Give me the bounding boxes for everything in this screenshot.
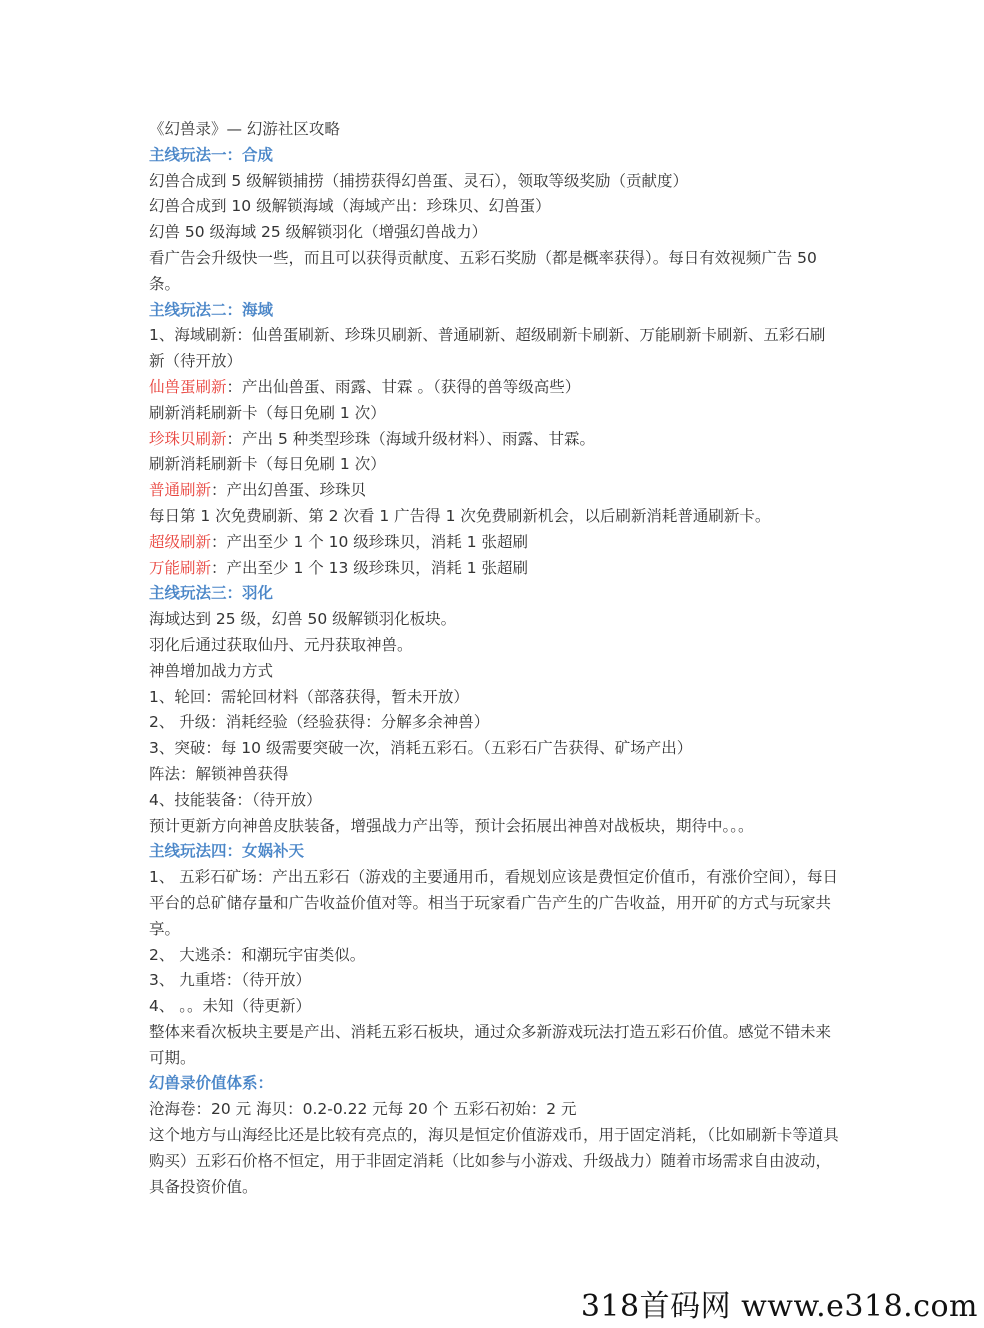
paragraph: 沧海卷：20 元 海贝：0.2-0.22 元每 20 个 五彩石初始：2 元 xyxy=(149,1100,577,1119)
refresh-label: 仙兽蛋刷新 xyxy=(149,377,227,396)
refresh-text: ：产出至少 1 个 10 级珍珠贝，消耗 1 张超刷 xyxy=(211,532,529,551)
refresh-text: 刷新消耗刷新卡（每日免刷 1 次） xyxy=(149,403,386,422)
section-heading-nuwa: 主线玩法四：女娲补天 xyxy=(149,842,305,861)
paragraph: 1、 五彩石矿场：产出五彩石（游戏的主要通用币，看规划应该是费恒定价值币，有涨价空间），每日平台的总矿储存量和广告收益价值对等。相当于玩家看广告产生的广告收益，用开矿的方式与玩家共享。 xyxy=(149,868,839,938)
section-heading-feather: 主线玩法三：羽化 xyxy=(149,584,274,603)
refresh-label: 超级刷新 xyxy=(149,532,212,551)
paragraph: 阵法：解锁神兽获得 xyxy=(149,764,289,783)
refresh-item xyxy=(149,452,839,478)
paragraph: 神兽增加战力方式 xyxy=(149,661,274,680)
paragraph: 看广告会升级快一些，而且可以获得贡献度、五彩石奖励（都是概率获得）。每日有效视频广告 50 条。 xyxy=(149,248,822,293)
section-heading-synthesis: 主线玩法一：合成 xyxy=(149,145,274,164)
refresh-label: 普通刷新 xyxy=(149,481,212,500)
paragraph: 幻兽 50 级海域 25 级解锁羽化（增强幻兽战力） xyxy=(149,223,488,242)
document-body xyxy=(149,117,839,1200)
refresh-text: ：产出仙兽蛋、雨露、甘霖 。（获得的兽等级高些） xyxy=(226,377,581,396)
paragraph: 海域达到 25 级，幻兽 50 级解锁羽化板块。 xyxy=(149,610,457,629)
refresh-label: 珍珠贝刷新 xyxy=(149,429,227,448)
site-watermark: 318首码网 www.e318.com xyxy=(580,1289,978,1324)
refresh-label: 万能刷新 xyxy=(149,558,212,577)
paragraph: 预计更新方向神兽皮肤装备，增强战力产出等，预计会拓展出神兽对战板块，期待中。。。 xyxy=(149,816,754,835)
paragraph: 1、海域刷新：仙兽蛋刷新、珍珠贝刷新、普通刷新、超级刷新卡刷新、万能刷新卡刷新、五彩石刷新（待开放） xyxy=(149,326,826,371)
refresh-item xyxy=(149,504,839,530)
refresh-text: 刷新消耗刷新卡（每日免刷 1 次） xyxy=(149,455,386,474)
refresh-item xyxy=(149,530,839,556)
refresh-item xyxy=(149,427,839,453)
paragraph: 这个地方与山海经比还是比较有亮点的，海贝是恒定价值游戏币，用于固定消耗，（比如刷新卡等道具购买）五彩石价格不恒定，用于非固定消耗（比如参与小游戏、升级战力）随着市场需求自由波动，具备投资价值。 xyxy=(149,1126,839,1196)
paragraph: 整体来看次板块主要是产出、消耗五彩石板块，通过众多新游戏玩法打造五彩石价值。感觉不错未来可期。 xyxy=(149,1022,832,1067)
paragraph: 2、 大逃杀：和潮玩宇宙类似。 xyxy=(149,945,366,964)
refresh-item xyxy=(149,556,839,582)
refresh-item xyxy=(149,375,839,401)
paragraph: 幻兽合成到 5 级解锁捕捞（捕捞获得幻兽蛋、灵石），领取等级奖励（贡献度） xyxy=(149,171,688,190)
document-title: 《幻兽录》— 幻游社区攻略 xyxy=(149,120,340,138)
paragraph: 4、 。。未知（待更新） xyxy=(149,997,312,1016)
paragraph: 幻兽合成到 10 级解锁海域（海域产出：珍珠贝、幻兽蛋） xyxy=(149,197,551,216)
paragraph: 1、轮回：需轮回材料（部落获得，暂未开放） xyxy=(149,687,469,706)
refresh-text: ：产出 5 种类型珍珠（海域升级材料）、雨露、甘霖。 xyxy=(226,429,595,448)
paragraph: 羽化后通过获取仙丹、元丹获取神兽。 xyxy=(149,635,413,654)
refresh-item xyxy=(149,478,839,504)
paragraph: 3、 九重塔：（待开放） xyxy=(149,971,312,990)
refresh-text: ：产出幻兽蛋、珍珠贝 xyxy=(211,481,367,500)
refresh-item xyxy=(149,401,839,427)
section-heading-sea: 主线玩法二：海域 xyxy=(149,300,274,319)
refresh-text: ：产出至少 1 个 13 级珍珠贝，消耗 1 张超刷 xyxy=(211,558,529,577)
paragraph: 2、 升级：消耗经验（经验获得：分解多余神兽） xyxy=(149,713,490,732)
paragraph: 3、突破：每 10 级需要突破一次，消耗五彩石。（五彩石广告获得、矿场产出） xyxy=(149,739,693,758)
section-heading-value-system: 幻兽录价值体系： xyxy=(149,1074,274,1093)
refresh-text: 每日第 1 次免费刷新、第 2 次看 1 广告得 1 次免费刷新机会，以后刷新消耗普通刷新卡。 xyxy=(149,506,771,525)
paragraph: 4、技能装备：（待开放） xyxy=(149,790,322,809)
